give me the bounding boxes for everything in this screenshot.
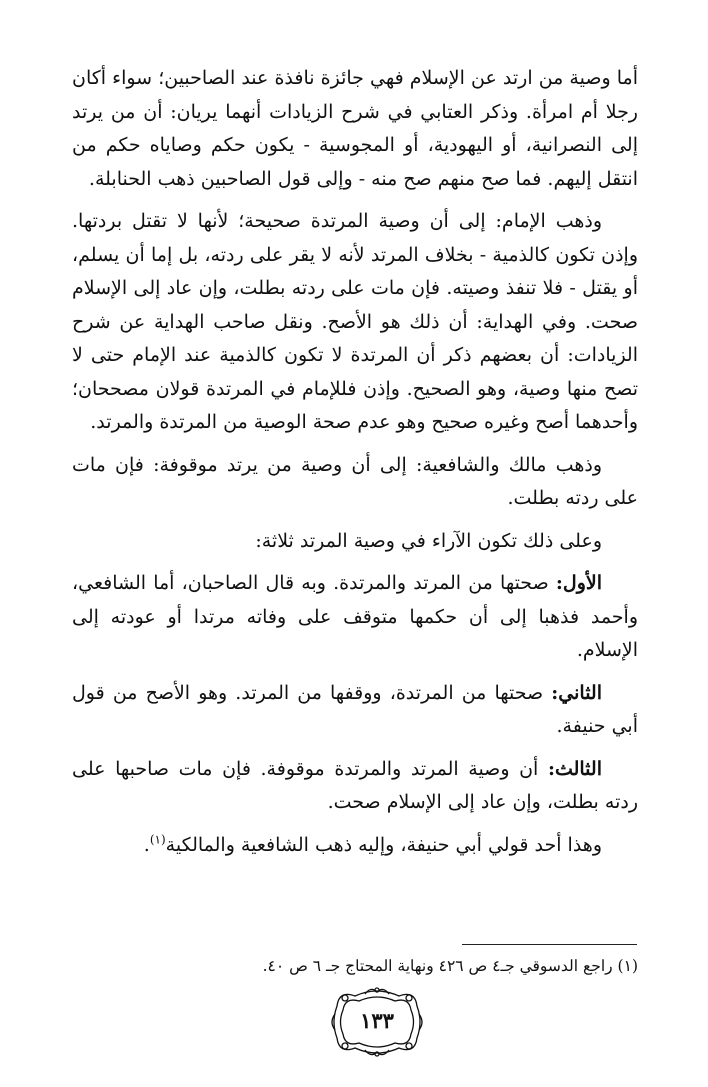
paragraph-2: وذهب الإمام: إلى أن وصية المرتدة صحيحة؛ لأنها لا تقتل بردتها. وإذن تكون كالذمية - بخلاف المرتد لأنه لا يقر على ردته، بل إما أن يسلم، أو يقتل - فلا تنفذ وصيته. فإن مات على ردته بطلت، وإن عاد إلى الإسلام صحت. وفي الهداية: أن ذلك هو الأصح. ونقل صاحب الهداية عن شرح الزيادات: أن بعضهم ذكر أن المرتدة لا تكون كالذمية عند الإمام حتى لا تصح منها وصية، وهو الصحيح. وإذن فللإمام في المرتدة قولان مصححان؛ وأحدهما أصح وغيره صحيح وهو عدم صحة الوصية من المرتدة والمرتد. [72, 210, 638, 433]
paragraph-1: أما وصية من ارتد عن الإسلام فهي جائزة نافذة عند الصاحبين؛ سواء أكان رجلا أم امرأة. وذكر العتابي في شرح الزيادات أنهما يريان: أن من يرتد إلى النصرانية، أو اليهودية، أو المجوسية - يكون حكم وصاياه حكم من انتقل إليهم. فما صح منهم صح منه - وإلى قول الصاحبين ذهب الحنابلة. [72, 67, 638, 190]
paragraph-3: وذهب مالك والشافعية: إلى أن وصية من يرتد موقوفة: فإن مات على ردته بطلت. [72, 453, 638, 509]
footnote: (١) راجع الدسوقي جـ٤ ص ٤٢٦ ونهاية المحتاج جـ ٦ ص ٤٠. [262, 957, 638, 975]
paragraph-4: وعلى ذلك تكون الآراء في وصية المرتد ثلاثة: [255, 529, 602, 552]
paragraph-7: الثالث: أن وصية المرتد والمرتدة موقوفة. فإن مات صاحبها على ردته بطلت، وإن عاد إلى الإسلام صحت. [72, 757, 638, 813]
paragraph-5: الأول: صحتها من المرتد والمرتدة. وبه قال الصاحبان، أما الشافعي، وأحمد فذهبا إلى أن حكمها متوقف على وفاته مرتدا أو عودته إلى الإسلام. [72, 572, 638, 661]
page-number: ١٣٣ [360, 1008, 394, 1033]
footnote-divider [462, 944, 637, 945]
paragraph-6: الثاني: صحتها من المرتدة، ووقفها من المرتد. وهو الأصح من قول أبي حنيفة. [72, 681, 638, 737]
opinion-label-second: الثاني: [551, 681, 602, 704]
opinion-label-first: الأول: [555, 572, 602, 594]
main-text [72, 62, 638, 871]
page-number-ornament [331, 984, 423, 1060]
opinion-label-third: الثالث: [547, 757, 602, 780]
paragraph-8: وهذا أحد قولي أبي حنيفة، وإليه ذهب الشافعية والمالكية$^{(١)}$. [143, 832, 602, 856]
footnote-marker[interactable]: (١) [149, 832, 166, 847]
